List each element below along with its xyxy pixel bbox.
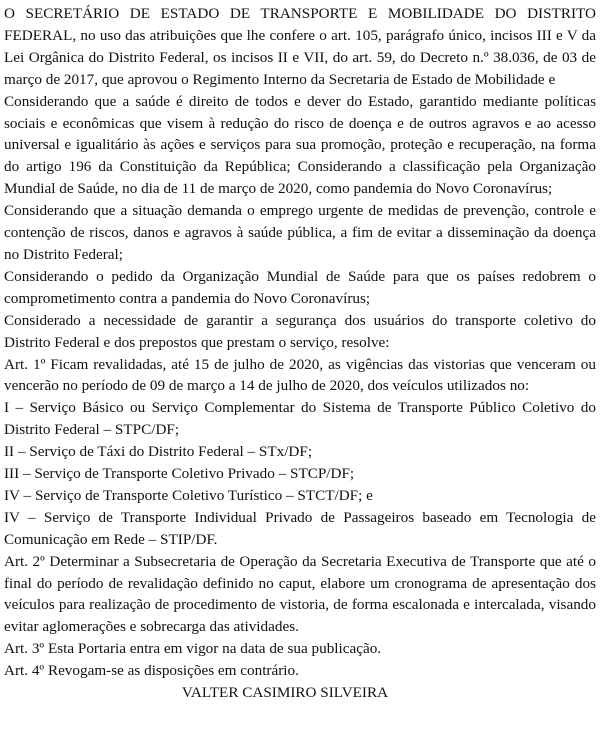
inciso-item: I – Serviço Básico ou Serviço Complementar do Sistema de Transporte Público Coletivo do Distrito Federal – STPC/DF; xyxy=(4,399,596,439)
inciso-item: III – Serviço de Transporte Coletivo Privado – STCP/DF; xyxy=(4,465,355,483)
preamble-paragraph: O SECRETÁRIO DE ESTADO DE TRANSPORTE E MOBILIDADE DO DISTRITO FEDERAL, no uso das atribuições que lhe confere o art. 105, parágrafo único, incisos III e V da Lei Orgânica do Distrito Federal, os incisos II e VII, do art. 59, do Decreto n.º 38.036, de 03 de março de 2017, que aprovou o Regimento Interno da Secretaria de Estado de Mobilidade e xyxy=(4,5,596,88)
considerando-paragraph: Considerando o pedido da Organização Mundial de Saúde para que os países redobrem o comprometimento contra a pandemia do Novo Coronavírus; xyxy=(4,267,596,307)
article-2-paragraph: Art. 2º Determinar a Subsecretaria de Operação da Secretaria Executiva de Transporte que até o final do período de revalidação definido no caput, elabore um cronograma de apresentação dos veículos para realização de procedimento de vistoria, de forma escalonada e intercalada, visando evitar aglomerações e sobrecarga das atividades. xyxy=(4,552,596,636)
signature-name: VALTER CASIMIRO SILVEIRA xyxy=(181,684,389,702)
article-4-paragraph: Art. 4º Revogam-se as disposições em contrário. xyxy=(4,662,299,680)
considerando-paragraph: Considerado a necessidade de garantir a segurança dos usuários do transporte coletivo do Distrito Federal e dos prepostos que prestam o serviço, resolve: xyxy=(4,311,596,351)
article-1-paragraph: Art. 1º Ficam revalidadas, até 15 de julho de 2020, as vigências das vistorias que venceram ou vencerão no período de 09 de março a 14 de julho de 2020, dos veículos utilizados no: xyxy=(4,355,596,395)
considerando-paragraph: Considerando que a situação demanda o emprego urgente de medidas de prevenção, controle e contenção de riscos, danos e agravos à saúde pública, a fim de evitar a disseminação da doença no Distrito Federal; xyxy=(4,202,596,263)
inciso-item: II – Serviço de Táxi do Distrito Federal – STx/DF; xyxy=(4,443,313,461)
inciso-item: IV – Serviço de Transporte Individual Privado de Passageiros baseado em Tecnologia de Comunicação em Rede – STIP/DF. xyxy=(4,508,596,548)
considerando-paragraph: Considerando que a saúde é direito de todos e dever do Estado, garantido mediante políticas sociais e econômicas que visem à redução do risco de doença e de outros agravos e ao acesso universal e igualitário às ações e serviços para sua promoção, proteção e recuperação, na forma do artigo 196 da Constituição da República; Considerando a classificação pela Organização Mundial de Saúde, no dia de 11 de março de 2020, como pandemia do Novo Coronavírus; xyxy=(4,92,596,198)
inciso-item: IV – Serviço de Transporte Coletivo Turístico – STCT/DF; e xyxy=(4,486,373,504)
article-3-paragraph: Art. 3º Esta Portaria entra em vigor na data de sua publicação. xyxy=(4,640,382,658)
